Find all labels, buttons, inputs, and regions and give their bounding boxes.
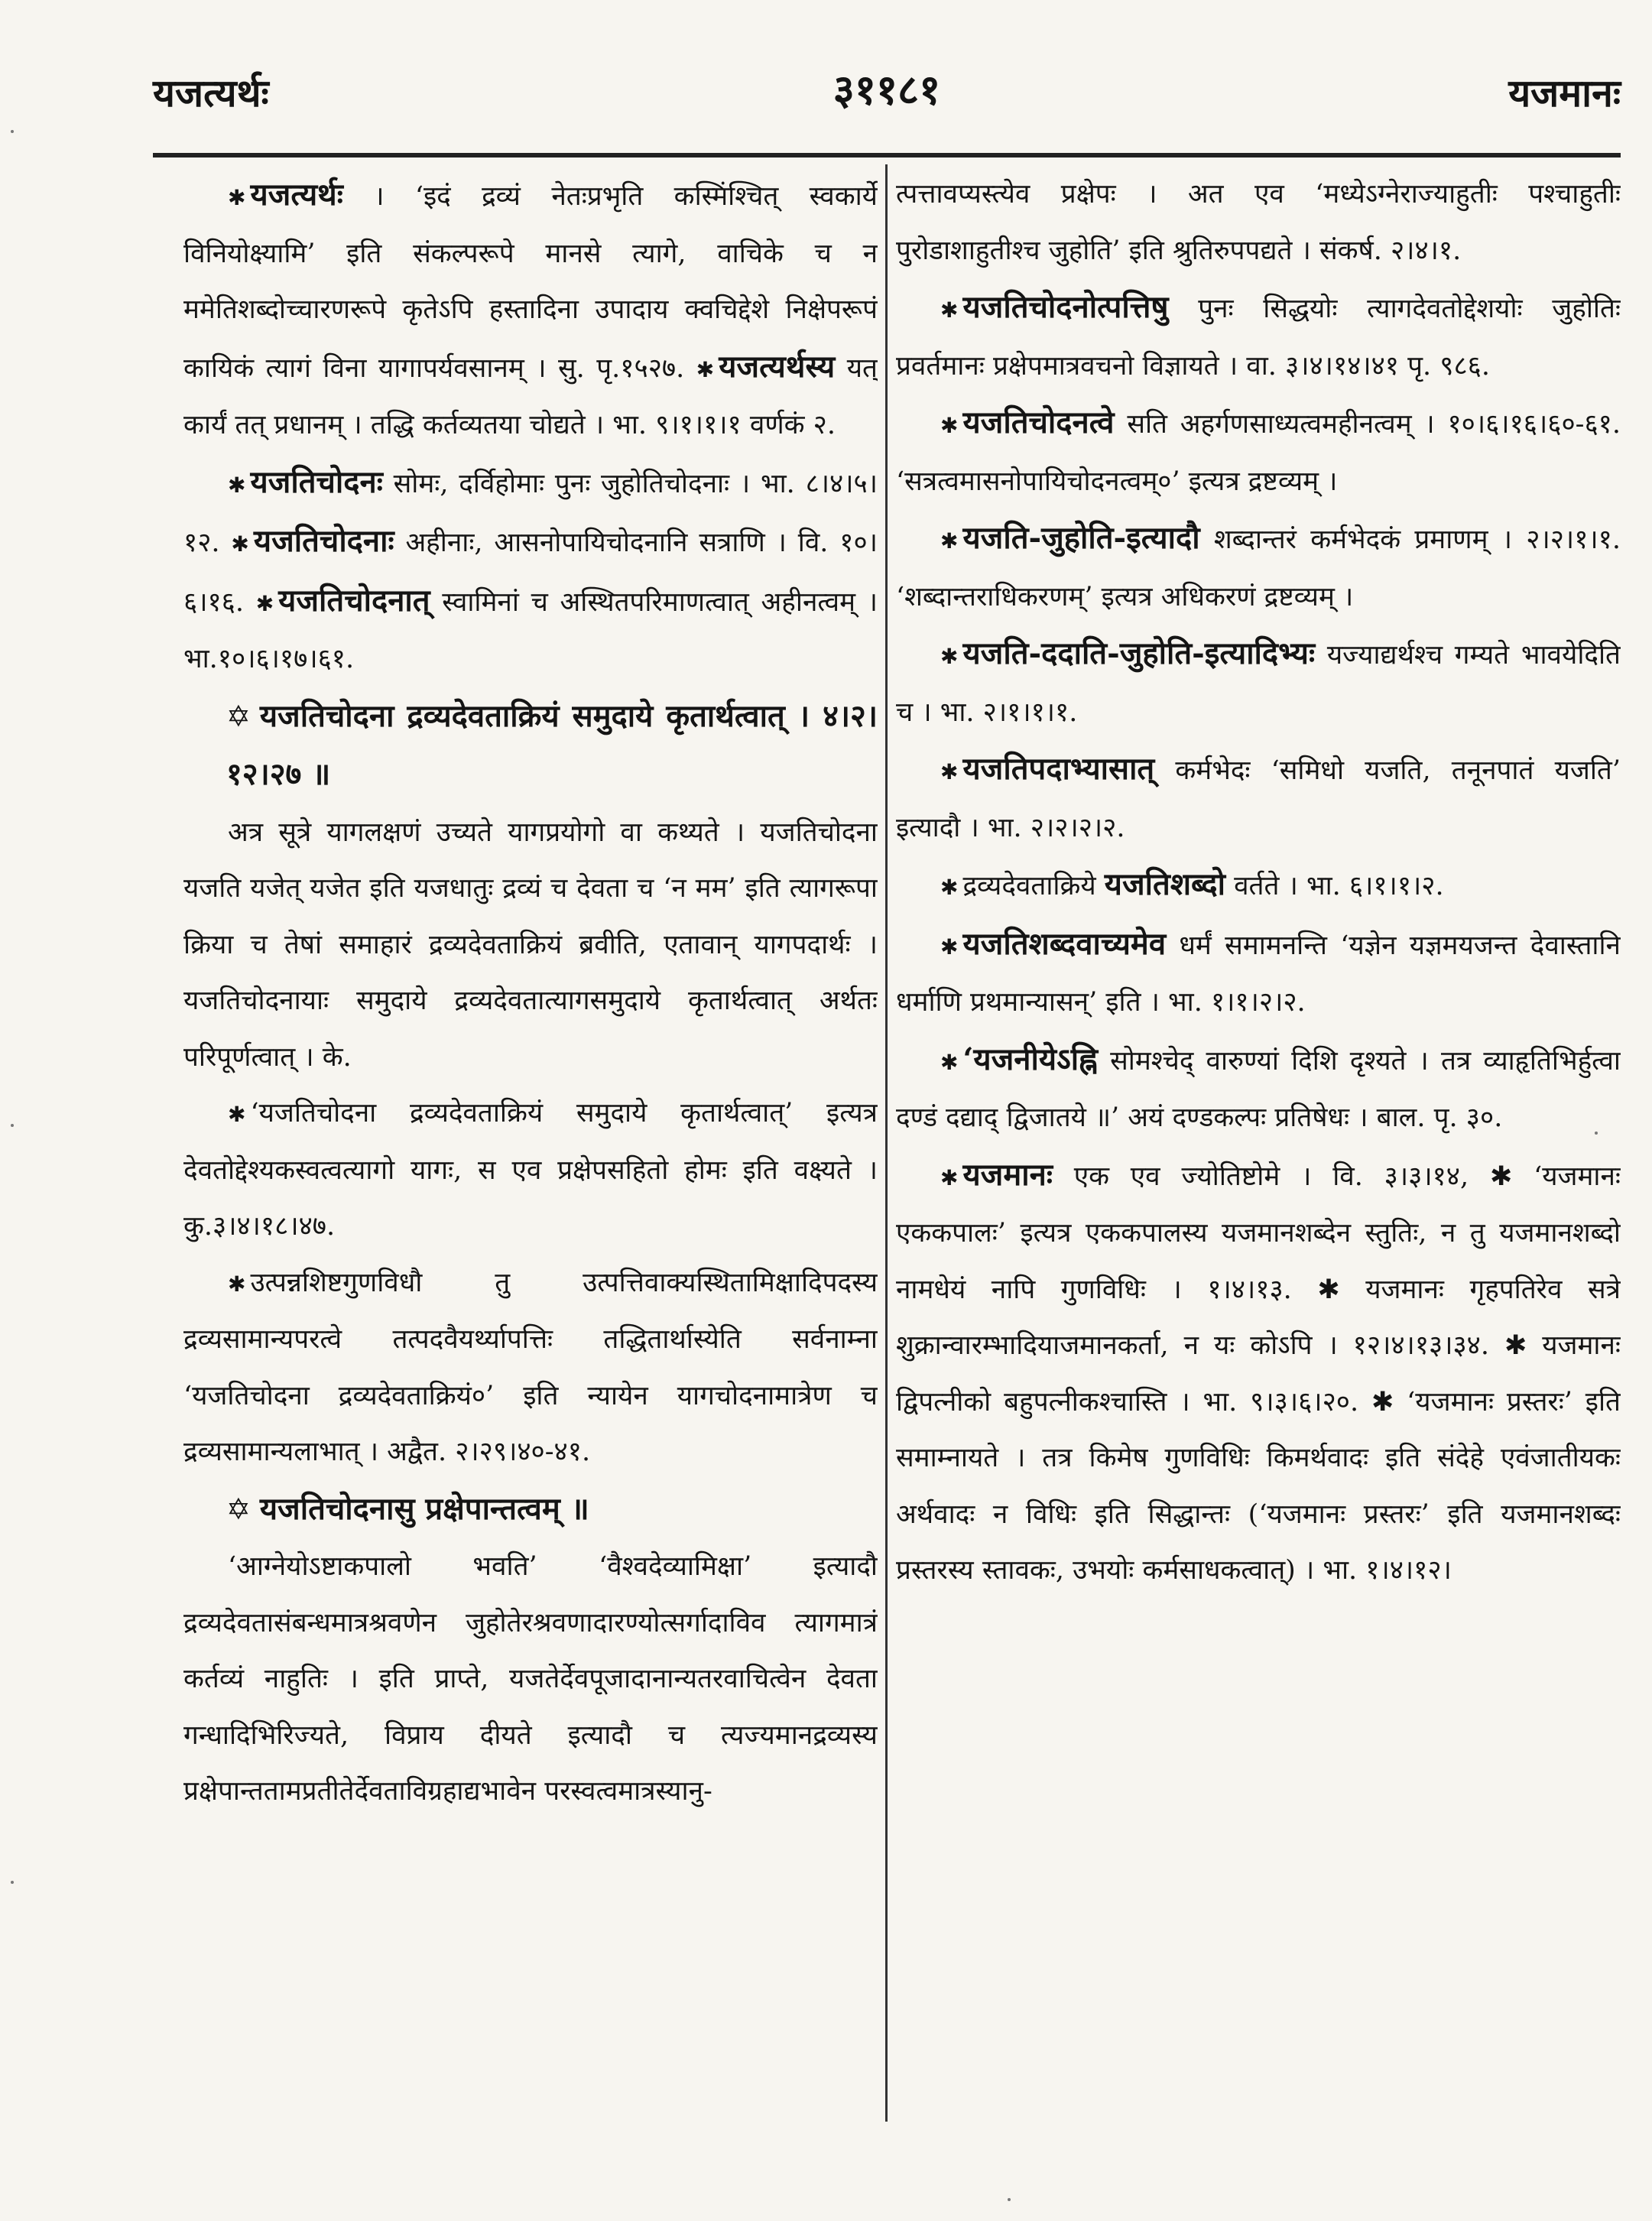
dictionary-entry [183, 454, 878, 688]
commentary-paragraph [183, 1539, 878, 1820]
sutra-mark-icon: ✡ [226, 1492, 251, 1526]
asterisk-icon: ✱ [940, 528, 959, 554]
dictionary-entry [896, 1147, 1621, 1599]
scan-speck [11, 1124, 14, 1127]
entry-text: सोमः, दर्विहोमाः पुनः जुहोतिचोदनाः । भा. ८।४।५।१२. [183, 468, 878, 558]
dictionary-entry [896, 395, 1621, 510]
entry-headword: यजतिशब्दवाच्यमेव [962, 925, 1167, 962]
entry-text: यत् कार्यं तत् प्रधानम् । तद्धि कर्तव्यतया चोद्यते । भा. ९।१।१।१ वर्णकं २. [183, 352, 878, 440]
asterisk-icon: ✱ [940, 1164, 959, 1190]
entry-headword: यजतिपदाभ्यासात् [962, 751, 1155, 787]
entry-headword: यजत्यर्थस्य [719, 348, 836, 385]
scan-speck [11, 1881, 14, 1884]
commentary-paragraph [183, 1255, 878, 1481]
adhikarana-heading [183, 688, 878, 805]
left-column [183, 167, 878, 2116]
right-column [896, 167, 1621, 2116]
dictionary-entry [896, 741, 1621, 856]
asterisk-icon: ✱ [940, 413, 959, 438]
entry-text: स्वामिनां च अस्थितपरिमाणत्वात् अहीनत्वम् । भा.१०।६।१७।६१. [183, 586, 878, 674]
dictionary-entry [896, 1031, 1621, 1147]
asterisk-icon: ✱ [940, 1049, 959, 1075]
paragraph-text: उत्पन्नशिष्टगुणविधौ तु उत्पत्तिवाक्यस्थितामिक्षादिपदस्य द्रव्यसामान्यपरत्वे तत्पदवैयर्थ्यापत्तिः तद्धितार्थास्येति सर्वनाम्ना ‘यजतिचोदना द्रव्यदेवताक्रियं०’ इति न्यायेन यागचोदनामात्रेण च द्रव्यसामान्यलाभात् । अद्वैत. २।२९।४०-४१. [183, 1267, 878, 1467]
dictionary-entry [183, 167, 878, 454]
dictionary-entry [896, 856, 1621, 916]
asterisk-icon: ✱ [228, 1271, 246, 1297]
entry-headword: यजत्यर्थः [250, 177, 343, 213]
scan-speck [11, 130, 14, 133]
paragraph-text: अत्र सूत्रे यागलक्षणं उच्यते यागप्रयोगो वा कथ्यते । यजतिचोदना यजति यजेत् यजेत इति यजधातुः द्रव्यं च देवता च ‘न मम’ इति त्यागरूपा क्रिया च तेषां समाहारं द्रव्यदेवताक्रियं ब्रवीति, एतावान् यागपदार्थः । यजतिचोदनायाः समुदाये द्रव्यदेवतात्यागसमुदाये कृतार्थत्वात् अर्थतः परिपूर्णत्वात् । के. [183, 817, 878, 1073]
sutra-mark-icon: ✡ [226, 699, 251, 733]
entry-headword: यजतिचोदनाः [253, 523, 394, 559]
entry-text: कर्मभेदः ‘समिधो यजति, तनूनपातं यजति’ इत्यादौ । भा. २।२।२।२. [896, 755, 1621, 843]
asterisk-icon: ✱ [228, 1102, 246, 1127]
paragraph-text: ‘आग्नेयोऽष्टाकपालो भवति’ ‘वैश्वदेव्यामिक्षा’ इत्यादौ द्रव्यदेवतासंबन्धमात्रश्रवणेन जुहोतेरश्रवणादारण्योत्सर्गादाविव त्यागमात्रं कर्तव्यं नाहुतिः । इति प्राप्ते, यजतेर्देवपूजादानान्यतरवाचित्वेन देवता गन्धादिभिरिज्यते, विप्राय दीयते इत्यादौ च त्यज्यमानद्रव्यस्य प्रक्षेपान्ततामप्रतीतेर्देवताविग्रहाद्यभावेन परस्वत्वमात्रस्यानु- [183, 1551, 878, 1807]
entry-prefix: द्रव्यदेवताक्रिये [962, 871, 1096, 901]
scan-speck [1008, 2198, 1011, 2201]
asterisk-icon: ✱ [940, 759, 959, 784]
entry-text: शब्दान्तरं कर्मभेदकं प्रमाणम् । २।२।१।१. ‘शब्दान्तराधिकरणम्’ इत्यत्र अधिकरणं द्रष्टव्यम् । [896, 524, 1621, 612]
asterisk-icon: ✱ [231, 531, 249, 557]
commentary-paragraph [183, 1086, 878, 1255]
column-divider [885, 164, 888, 2122]
entry-headword: यजतिशब्दो [1104, 866, 1225, 902]
scan-speck [1595, 1132, 1598, 1135]
entry-headword: ‘यजनीयेऽह्नि [962, 1041, 1098, 1077]
entry-headword: यजति-जुहोति-इत्यादौ [962, 520, 1200, 556]
header-rule [153, 153, 1621, 157]
header-left-guideword: यजत्यर्थः [153, 70, 269, 115]
dictionary-entry [896, 510, 1621, 625]
asterisk-icon: ✱ [940, 297, 959, 323]
asterisk-icon: ✱ [255, 590, 274, 616]
asterisk-icon: ✱ [940, 875, 959, 900]
entry-headword: यजति-ददाति-जुहोति-इत्यादिभ्यः [962, 635, 1316, 671]
entry-text: पुनः सिद्धयोः त्यागदेवतोद्देशयोः जुहोतिः प्रवर्तमानः प्रक्षेपमात्रवचनो विज्ञायते । वा. ३।४।१४।४१ पृ. ९८६. [896, 294, 1621, 382]
entry-headword: यजतिचोदनोत्पत्तिषु [962, 289, 1169, 325]
entry-text: यज्याद्यर्थश्च गम्यते भावयेदिति च । भा. २।१।१।१. [896, 640, 1621, 728]
paragraph-text: ‘यजतिचोदना द्रव्यदेवताक्रियं समुदाये कृतार्थत्वात्’ इत्यत्र देवतोद्देश्यकस्वत्वत्यागो यागः, स एव प्रक्षेपसहितो होमः इति वक्ष्यते । कु.३।४।१८।४७. [183, 1098, 878, 1242]
entry-headword: यजतिचोदनः [250, 463, 383, 500]
entry-text: । ‘इदं द्रव्यं नेतःप्रभृति कस्मिंश्चित् स्वकार्ये विनियोक्ष्यामि’ इति संकल्परूपे मानसे त्यागे, वाचिके च न ममेतिशब्दोच्चारणरूपे कृतेऽपि हस्तादिना उपादाय क्वचिद्देशे निक्षेपरूपं कायिकं त्यागं विना यागापर्यवसानम् । सु. पृ.१५२७. [183, 181, 878, 384]
asterisk-icon: ✱ [940, 644, 959, 669]
entry-text: वर्तते । भा. ६।१।१।२. [1234, 871, 1444, 901]
entry-text: सोमश्चेद् वारुण्यां दिशि दृश्यते । तत्र व्याहृतिभिर्हुत्वा दण्डं दद्याद् द्विजातये ॥’ अयं दण्डकल्पः प्रतिषेधः । बाल. पृ. ३०. [896, 1045, 1621, 1133]
adhikarana-text: यजतिचोदनासु प्रक्षेपान्तत्वम् ॥ [259, 1490, 589, 1527]
dictionary-entry [896, 625, 1621, 741]
commentary-paragraph [183, 805, 878, 1086]
asterisk-icon: ✱ [228, 185, 246, 210]
adhikarana-heading [183, 1481, 878, 1540]
page-number: ३११८१ [832, 65, 941, 114]
adhikarana-text: यजतिचोदना द्रव्यदेवताक्रियं समुदाये कृतार्थत्वात् । ४।२।१२।२७ ॥ [226, 697, 878, 792]
entry-headword: यजमानः [962, 1156, 1053, 1193]
page-header [153, 60, 1621, 128]
asterisk-icon: ✱ [228, 472, 246, 498]
paragraph-text: त्पत्तावप्यस्त्येव प्रक्षेपः । अत एव ‘मध्येऽग्नेराज्याहुतीः पश्चाहुतीः पुरोडाशाहुतीश्च जुहोति’ इति श्रुतिरुपपद्यते । संकर्ष. २।४।१. [896, 179, 1621, 266]
entry-text: धर्मं समामनन्ति ‘यज्ञेन यज्ञमयजन्त देवास्तानि धर्माणि प्रथमान्यासन्’ इति । भा. १।१।२।२. [896, 930, 1621, 1018]
entry-text: एक एव ज्योतिष्टोमे । वि. ३।३।१४, ✱ ‘यजमानः एककपालः’ इत्यत्र एककपालस्य यजमानशब्देन स्तुतिः, न तु यजमानशब्दो नामधेयं नापि गुणविधिः । १।४।१३. ✱ यजमानः गृहपतिरेव सत्रे शुक्रान्वारम्भादियाजमानकर्ता, न यः कोऽपि । १२।४।१३।३४. ✱ यजमानः द्विपत्नीको बहुपत्नीकश्चास्ति । भा. ९।३।६।२०. ✱ ‘यजमानः प्रस्तरः’ इति समाम्नायते । तत्र किमेष गुणविधिः किमर्थवादः इति संदेहे एवंजातीयकः अर्थवादः न विधिः इति सिद्धान्तः (‘यजमानः प्रस्तरः’ इति यजमानशब्दः प्रस्तरस्य स्तावकः, उभयोः कर्मसाधकत्वात्) । भा. १।४।१२। [896, 1161, 1621, 1586]
dictionary-entry [896, 916, 1621, 1031]
header-right-guideword: यजमानः [1508, 70, 1621, 115]
entry-text: सति अहर्गणसाध्यत्वमहीनत्वम् । १०।६।१६।६०-६१. ‘सत्रत्वमासनोपायिचोदनत्वम्०’ इत्यत्र द्रष्टव्यम् । [896, 409, 1621, 497]
entry-headword: यजतिचोदनात् [278, 582, 430, 619]
continued-paragraph [896, 167, 1621, 279]
asterisk-icon: ✱ [940, 934, 959, 960]
asterisk-icon: ✱ [696, 356, 715, 382]
entry-text: अहीनाः, आसनोपायिचोदनानि सत्राणि । वि. १०।६।१६. [183, 528, 878, 618]
dictionary-entry [896, 279, 1621, 395]
entry-headword: यजतिचोदनत्वे [962, 404, 1115, 440]
